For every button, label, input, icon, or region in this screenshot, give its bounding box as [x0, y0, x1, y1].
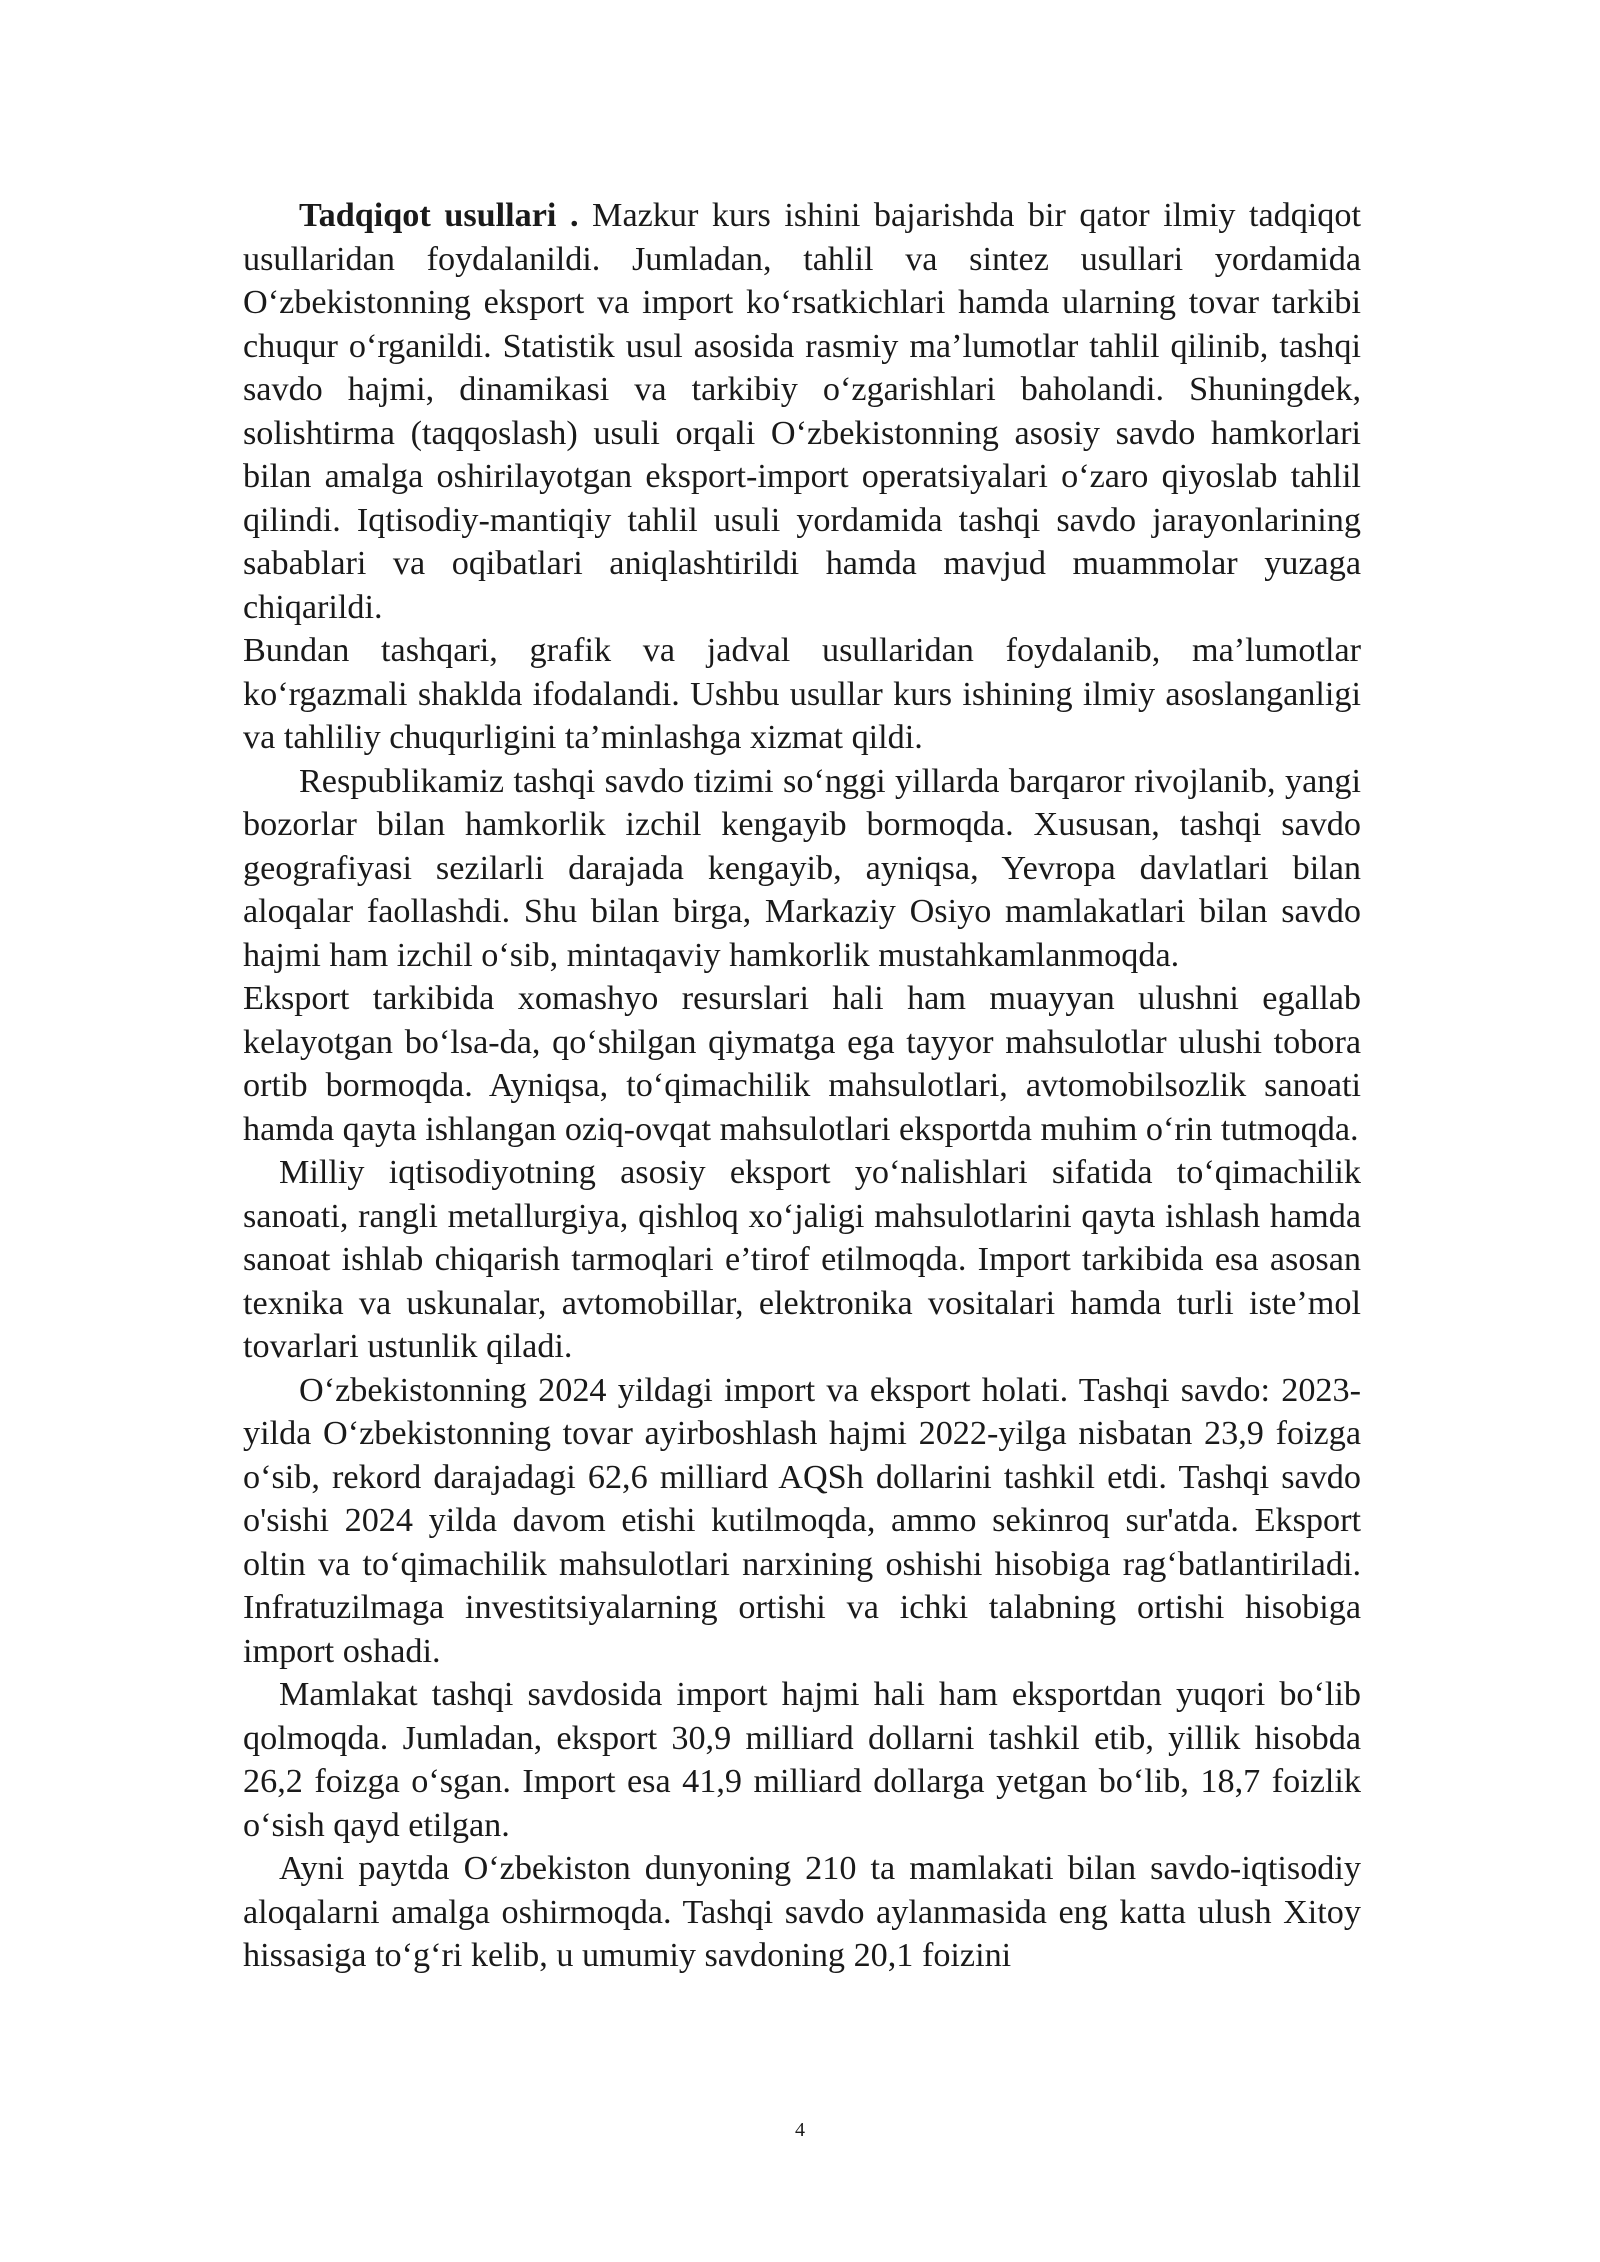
paragraph-trade-system: Respublikamiz tashqi savdo tizimi so‘nggi yillarda barqaror rivojlanib, yangi bozorlar bilan hamkorlik izchil kengayib bormoqda. Xususan, tashqi savdo geografiyasi sezilarli darajada kengayib, ayniqsa, Yevropa davlatlari bilan aloqalar faollashdi. Shu bilan birga, Markaziy Osiyo mamlakatlari bilan savdo hajmi ham izchil o‘sib, mintaqaviy hamkorlik mustahkamlanmoqda.	[243, 762, 1361, 974]
section-heading: Tadqiqot usullari .	[299, 197, 579, 234]
paragraph-2024-trade-status: O‘zbekistonning 2024 yildagi import va eksport holati. Tashqi savdo: 2023-yilda O‘zbekistonning tovar ayirboshlash hajmi 2022-yilga nisbatan 23,9 foizga o‘sib, rekord darajadagi 62,6 milliard AQSh dollarini tashkil etdi. Tashqi savdo o'sishi 2024 yilda davom etishi kutilmoqda, ammo sekinroq sur'atda. Eksport oltin va to‘qimachilik mahsulotlari narxining oshishi hisobiga rag‘batlantiriladi. Infratuzilmaga investitsiyalarning ortishi va ichki talabning ortishi hisobiga import oshadi.	[243, 1371, 1361, 1670]
document-page	[243, 194, 1361, 1978]
paragraph-export-structure: Eksport tarkibida xomashyo resurslari hali ham muayyan ulushni egallab kelayotgan bo‘lsa-da, qo‘shilgan qiymatga ega tayyor mahsulotlar ulushi tobora ortib bormoqda. Ayniqsa, to‘qimachilik mahsulotlari, avtomobilsozlik sanoati hamda qayta ishlangan oziq-ovqat mahsulotlari eksportda muhim o‘rin tutmoqda.	[243, 980, 1361, 1148]
paragraph-methods-continued: Bundan tashqari, grafik va jadval usullaridan foydalanib, ma’lumotlar ko‘rgazmali shaklda ifodalandi. Ushbu usullar kurs ishining ilmiy asoslanganligi va tahliliy chuqurligini ta’minlashga xizmat qildi.	[243, 632, 1361, 756]
paragraph-text: Mazkur kurs ishini bajarishda bir qator ilmiy tadqiqot usullaridan foydalanildi. Jumladan, tahlil va sintez usullari yordamida O‘zbekistonning eksport va import ko‘rsatkichlari hamda ularning tovar tarkibi chuqur o‘rganildi. Statistik usul asosida rasmiy ma’lumotlar tahlil qilinib, tashqi savdo hajmi, dinamikasi va tarkibiy o‘zgarishlari baholandi. Shuningdek, solishtirma (taqqoslash) usuli orqali O‘zbekistonning asosiy savdo hamkorlari bilan amalga oshirilayotgan eksport-import operatsiyalari o‘zaro qiyoslab tahlil qilindi. Iqtisodiy-mantiqiy tahlil usuli yordamida tashqi savdo jarayonlarining sabablari va oqibatlari aniqlashtirildi hamda mavjud muammolar yuzaga chiqarildi.	[243, 197, 1361, 626]
paragraph-research-methods	[243, 194, 1361, 629]
paragraph-export-directions: Milliy iqtisodiyotning asosiy eksport yo‘nalishlari sifatida to‘qimachilik sanoati, rangli metallurgiya, qishloq xo‘jaligi mahsulotlarini qayta ishlash hamda sanoat ishlab chiqarish tarmoqlari e’tirof etilmoqda. Import tarkibida esa asosan texnika va uskunalar, avtomobillar, elektronika vositalari hamda turli iste’mol tovarlari ustunlik qiladi.	[243, 1154, 1361, 1365]
paragraph-import-export-volume: Mamlakat tashqi savdosida import hajmi hali ham eksportdan yuqori bo‘lib qolmoqda. Jumladan, eksport 30,9 milliard dollarni tashkil etib, yillik hisobda 26,2 foizga o‘sgan. Import esa 41,9 milliard dollarga yetgan bo‘lib, 18,7 foizlik o‘sish qayd etilgan.	[243, 1676, 1361, 1844]
paragraph-trade-partners: Ayni paytda O‘zbekiston dunyoning 210 ta mamlakati bilan savdo-iqtisodiy aloqalarni amalga oshirmoqda. Tashqi savdo aylanmasida eng katta ulush Xitoy hissasiga to‘g‘ri kelib, u umumiy savdoning 20,1 foizini	[243, 1850, 1361, 1974]
page-number: 4	[795, 2119, 805, 2141]
